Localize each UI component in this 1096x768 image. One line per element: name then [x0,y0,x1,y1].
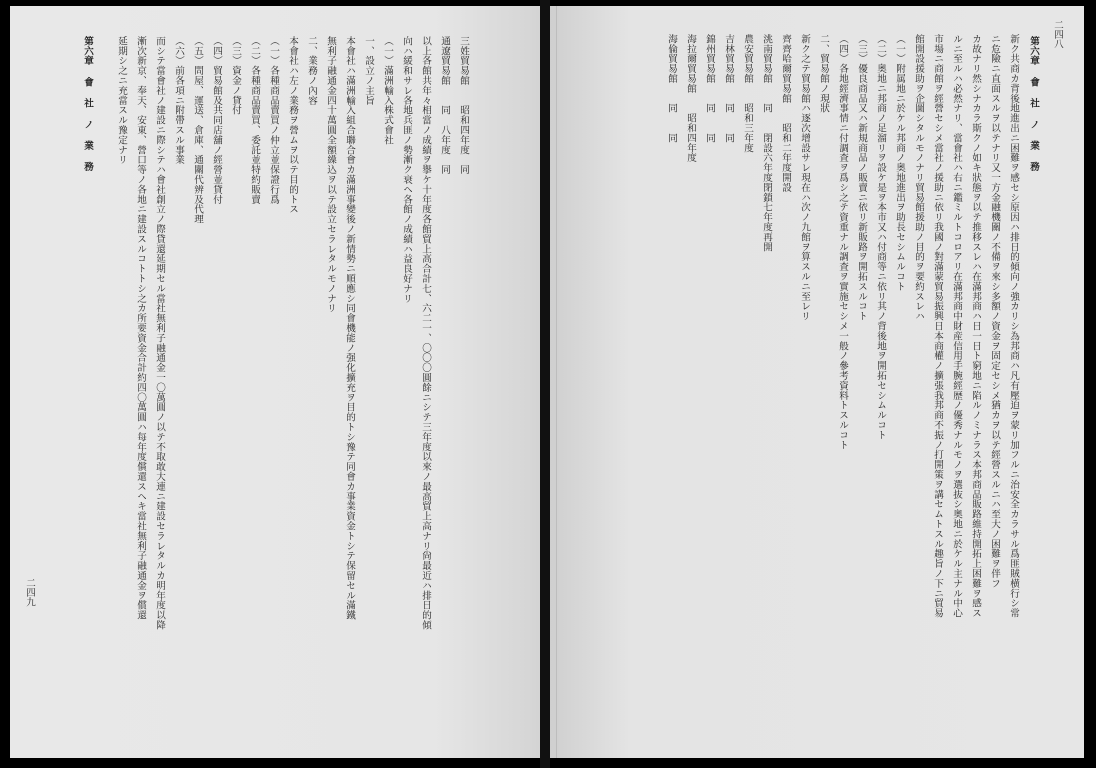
text-column: カ故ナリ然シナカラ斯クノ如キ狀態ヲ以テ推移スレハ在滿邦商ハ日一日ト窮地ニ陷ルノミナラス本邦商品販路維持開拓上困難ヲ感ス [970,34,981,619]
section-heading: 二、貿易館ノ現狀 [818,34,829,114]
book-gutter [540,0,550,768]
text-column: （二）各種商品賣買、委託並特約販賣 [249,36,260,205]
text-column: 農安貿易館 昭和三年度 [742,34,753,153]
right-page [550,6,1084,758]
text-column: 三姓貿易館 昭和四年度 同 [458,36,469,175]
text-column: 錦州貿易館 同 同 [704,34,715,143]
text-column: 以上各館共年々相當ノ成績ヲ擧ケ十年度各館貿上高合計七、六二一、〇〇〇圓餘ニシテ三年度以來ノ最高貿上高ナリ尙最近ハ排日的傾 [420,36,431,630]
text-column: （六）前各項ニ附帶スル事業 [173,36,184,165]
text-column: （一）滿洲輸入株式會社 [382,36,393,145]
section-heading: 二、業務ノ內容 [306,36,317,106]
text-column: （一）各種商品賣買ノ仲立並保證行爲 [268,36,279,205]
text-column: 無利子融通金四十萬圓全額繰込ヲ以テ設立セラレタルモノナリ [325,36,336,314]
text-column: 洮南貿易館 同 閉設六年度閉鎖七年度再開 [761,34,772,252]
text-column: （五）問屋、運送、倉庫、通關代辨及代理 [192,36,203,225]
text-column: （三）資金ノ貸付 [230,36,241,116]
text-column: （三）優良商品又ハ新規商品ノ販賣ニ依リ新販路ヲ開拓スルコト [856,34,867,322]
section-heading: 一、設立ノ主旨 [363,36,374,106]
page-number: 二四八 [1052,20,1063,49]
text-column: 新ク之テ貿易館ハ逐次增設サレ現在ハ次ノ九館ヲ算スルニ至レリ [799,34,810,322]
text-column: （四）各地經濟事情ニ付調査ヲ爲シ之テ資重ナル調査ヲ實施セシメ一般ノ參考資料トスルコト [837,34,848,450]
text-column: 新ク共商カ背後地進出ニ困難ヲ感セシ原因ハ排日的傾向ノ強カリシ為邦商ハ凡有壓迫ヲ蒙リ加フルニ治安全カラサル爲匪賊横行シ常 [1008,34,1019,619]
text-column: 通遼貿易館 同 八年度 同 [439,36,450,175]
text-column: ルニ至ルハ必然ナリ、當會社ハ右ニ鑑ミルトコロアリ在滿邦商中財産信用手腕經歴ノ優秀ナルモノヲ選抜シ奥地ニ於ケル主ナル中心 [951,34,962,619]
text-column: 而シテ當會社ノ建設ニ際シテハ會社創立ノ際貸還延期セル當社無利子融通金一〇萬圓ノ以テ不取敢大連ニ建設セラレタルカ明年度以降 [154,36,165,630]
text-column: 本會社ハ左ノ業務ヲ營ムヲ以テ目的トス [287,36,298,215]
text-column: 漸次新京、奉天、安東、營口等ノ各地ニ建設スルコトトシ之カ所要資金合計約四〇萬圓ハ每年度償還スヘキ當社無利子融通金ヲ償還 [135,36,146,621]
chapter-header: 第六章 會 社 ノ 業 務 [82,36,93,172]
left-page [10,6,540,758]
chapter-header: 第六章 會 社 ノ 業 務 [1028,36,1039,172]
text-column: （四）貿易館及共同店舖ノ經營並貸付 [211,36,222,205]
text-column: 吉林貿易館 同 同 [723,34,734,143]
page-fold-shadow [556,6,557,758]
text-column: （一）附属地ニ於ケル邦商ノ奥地進出ヲ助長セシムルコト [894,34,905,292]
text-column: 延期シ之ニ充當スル豫定ナリ [116,36,127,165]
page-number: 二四九 [24,578,35,607]
text-column: （二）奥地ニ邦商ノ足溜リヲ設ケ是ヲ本市又ハ付商等ニ依リ其ノ背後地ヲ開拓セシムルコト [875,34,886,440]
text-column: 海拉爾貿易館 昭和四年度 [685,34,696,163]
text-column: 市場ニ商館ヲ經營セシメ當社ノ援助ニ依リ我國ノ對滿蒙貿易振興日本商權ノ擴張我邦商不振ノ打開策ヲ講セムトスル趣旨ノ下ニ貿易 [932,34,943,619]
text-column: ニ危險ニ直面スルヲ以テナリ又一方金融機關ノ不備ヲ來シ多額ノ資金ヲ固定セシメ猶カヲ以テ經營スルニハ至大ノ困難ヲ伴フ [989,34,1000,589]
text-column: 館開設援助ヲ企圖シタルモノナリ貿易館援助ノ目的ヲ要約スレハ [913,34,924,322]
text-column: 海倫貿易館 同 同 [666,34,677,143]
text-column: 本會社ハ滿洲輸入組合聯合會カ滿洲事變後ノ新情勢ニ順應シ同會機能ノ强化擴充ヲ目的トシ豫テ同會カ事業資金トシテ保留セル滿鐵 [344,36,355,621]
text-column: 向ハ緩和サレ各地兵匪ノ勢漸ク衰ヘ各館ノ成績ハ益良好ナリ [401,36,412,304]
text-column: 齊齊哈爾貿易館 昭和二年度開設 [780,34,791,193]
